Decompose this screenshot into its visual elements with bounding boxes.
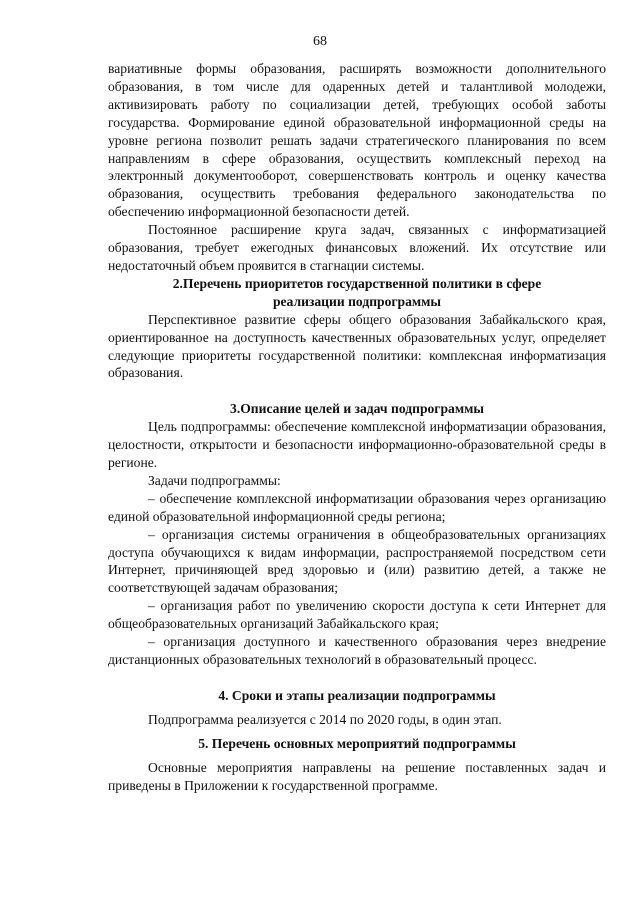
paragraph: Задачи подпрограммы: xyxy=(148,472,281,488)
spacer xyxy=(108,669,606,687)
task-item: – обеспечение комплексной информатизации образования через организацию единой образовательной информационной среды региона; xyxy=(108,490,606,524)
page-number: 68 xyxy=(313,34,327,49)
task-item: – организация доступного и качественного образования через внедрение дистанционных образовательных технологий в образовательный процесс. xyxy=(108,634,606,667)
task-item: – организация работ по увеличению скорости доступа к сети Интернет для общеобразовательных организаций Забайкальского края; xyxy=(108,598,606,632)
spacer xyxy=(108,382,606,400)
section-heading-5: 5. Перечень основных мероприятий подпрограммы xyxy=(198,735,516,751)
paragraph: Подпрограмма реализуется с 2014 по 2020 годы, в один этап. xyxy=(148,711,502,727)
paragraph: Постоянное расширение круга задач, связанных с информатизацией образования, требует ежегодных финансовых вложений. Их отсутствие или недостаточный объем проявится в стагнации системы. xyxy=(108,222,606,273)
section-heading-2: 2.Перечень приоритетов государственной политики в сфере реализации подпрограммы xyxy=(172,275,542,309)
paragraph: Перспективное развитие сферы общего образования Забайкальского края, ориентированное на доступность качественных образовательных услуг, определяет следующие приоритеты государственной политики: комплексная информатизация образования. xyxy=(108,311,606,381)
section-heading-3: 3.Описание целей и задач подпрограммы xyxy=(230,401,484,417)
task-item: – организация системы ограничения в общеобразовательных организациях доступа обучающихся к видам информации, распространяемой посредством сети Интернет, причиняющей вред здоровью и (или) развитию детей, а также не соответствующей задачам образования; xyxy=(108,526,606,596)
paragraph: Основные мероприятия направлены на решение поставленных задач и приведены в Приложении к государственной программе. xyxy=(108,759,606,793)
paragraph: вариативные формы образования, расширять возможности дополнительного образования, в том числе для одаренных детей и талантливой молодежи, активизировать работу по социализации детей, требующих особой заботы государства. Формирование единой образовательной информационной среды на уровне региона позволит решать задачи стратегического планирования по всем направлениям в сфере образования, осуществить комплексный переход на электронный документооборот, совершенствовать контроль и оценку качества образования, осуществить требования федерального законодательства по обеспечению информационной безопасности детей. xyxy=(108,61,606,220)
page-body xyxy=(108,60,606,794)
paragraph: Цель подпрограммы: обеспечение комплексной информатизации образования, целостности, открытости и безопасности информационно-образовательной среды в регионе. xyxy=(108,419,606,471)
section-heading-4: 4. Сроки и этапы реализации подпрограммы xyxy=(218,687,496,703)
